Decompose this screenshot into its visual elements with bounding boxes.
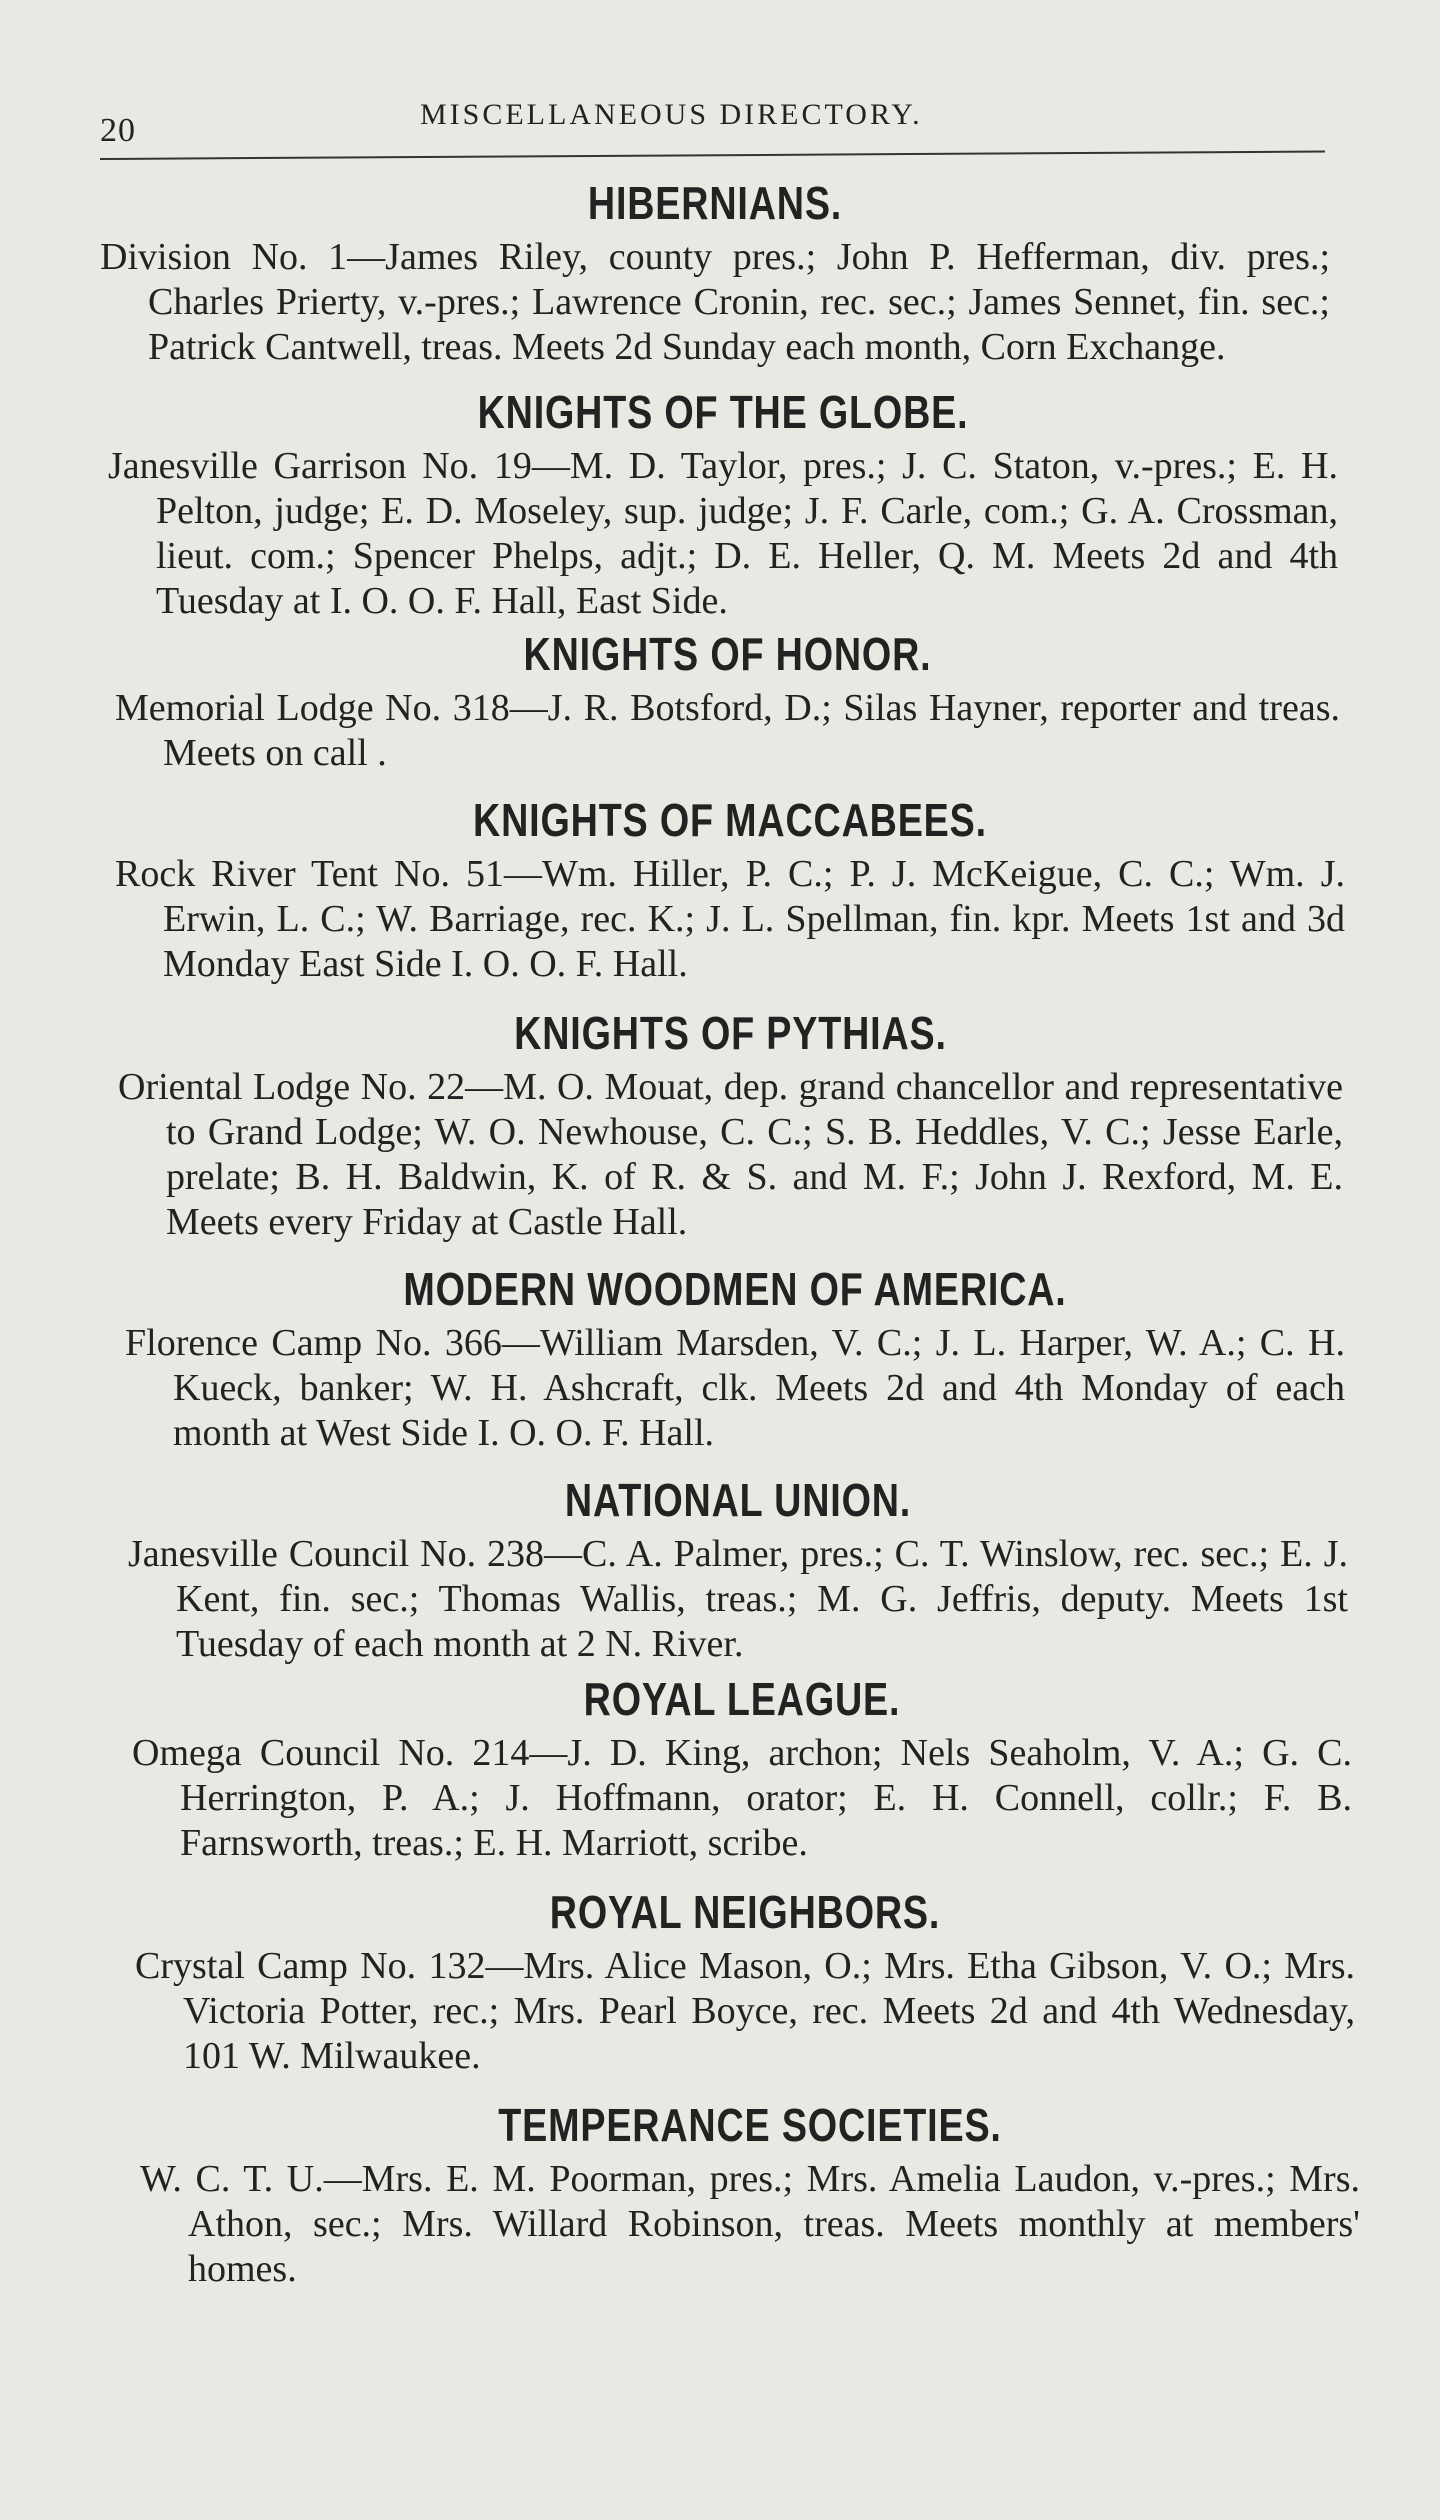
section-temperance-societies [140, 2097, 1360, 2292]
section-heading: TEMPERANCE SOCIETIES. [498, 2099, 1002, 2151]
directory-content [0, 175, 1440, 2292]
section-royal-neighbors [135, 1884, 1355, 2079]
section-knights-of-honor [115, 626, 1340, 776]
section-knights-of-the-globe [108, 384, 1338, 624]
section-knights-of-pythias [118, 1005, 1343, 1245]
section-entry: Janesville Council No. 238—C. A. Palmer, pres.; C. T. Winslow, rec. sec.; E. J. Kent, fin. sec.; Thomas Wallis, treas.; M. G. Jeffris, deputy. Meets 1st Tuesday of each month at 2 N. River. [128, 1533, 1348, 1665]
section-entry: Division No. 1—James Riley, county pres.; John P. Hefferman, div. pres.; Charles Prierty, v.-pres.; Lawrence Cronin, rec. sec.; James Sennet, fin. sec.; Patrick Cantwell, treas. Meets 2d Sunday each month, Corn Exchange. [100, 236, 1330, 368]
section-national-union [128, 1472, 1348, 1667]
section-heading: KNIGHTS OF PYTHIAS. [514, 1007, 947, 1059]
section-entry: Florence Camp No. 366—William Marsden, V. C.; J. L. Harper, W. A.; C. H. Kueck, banker; W. H. Ashcraft, clk. Meets 2d and 4th Monday of each month at West Side I. O. O. F. Hall. [125, 1322, 1345, 1454]
section-heading: ROYAL NEIGHBORS. [549, 1886, 941, 1938]
section-entry: Omega Council No. 214—J. D. King, archon; Nels Seaholm, V. A.; G. C. Herrington, P. A.; J. Hoffmann, orator; E. H. Connell, collr.; F. B. Farnsworth, treas.; E. H. Marriott, scribe. [132, 1732, 1352, 1864]
section-modern-woodmen [125, 1261, 1345, 1456]
running-title: MISCELLANEOUS DIRECTORY. [420, 98, 923, 131]
section-heading: NATIONAL UNION. [564, 1474, 912, 1526]
section-entry: Rock River Tent No. 51—Wm. Hiller, P. C.; P. J. McKeigue, C. C.; Wm. J. Erwin, L. C.; W. Barriage, rec. K.; J. L. Spellman, fin. kpr. Meets 1st and 3d Monday East Side I. O. O. F. Hall. [115, 853, 1345, 985]
page-header [100, 92, 1325, 152]
section-heading: KNIGHTS OF THE GLOBE. [477, 386, 969, 438]
section-knights-of-maccabees [115, 792, 1345, 987]
section-entry: Oriental Lodge No. 22—M. O. Mouat, dep. grand chancellor and representative to Grand Lodge; W. O. Newhouse, C. C.; S. B. Heddles, V. C.; Jesse Earle, prelate; B. H. Baldwin, K. of R. & S. and M. F.; John J. Rexford, M. E. Meets every Friday at Castle Hall. [118, 1066, 1343, 1243]
section-entry: Janesville Garrison No. 19—M. D. Taylor, pres.; J. C. Staton, v.-pres.; E. H. Pelton, judge; E. D. Moseley, sup. judge; J. F. Carle, com.; G. A. Crossman, lieut. com.; Spencer Phelps, adjt.; D. E. Heller, Q. M. Meets 2d and 4th Tuesday at I. O. O. F. Hall, East Side. [108, 445, 1338, 622]
section-royal-league [132, 1671, 1352, 1866]
section-heading: ROYAL LEAGUE. [583, 1673, 901, 1725]
section-heading: HIBERNIANS. [587, 177, 843, 229]
section-entry: Memorial Lodge No. 318—J. R. Botsford, D.; Silas Hayner, reporter and treas. Meets on call . [115, 687, 1340, 774]
section-heading: KNIGHTS OF HONOR. [523, 628, 932, 680]
section-hibernians [100, 175, 1330, 370]
section-heading: KNIGHTS OF MACCABEES. [473, 794, 987, 846]
section-heading: MODERN WOODMEN OF AMERICA. [403, 1263, 1067, 1315]
section-entry: W. C. T. U.—Mrs. E. M. Poorman, pres.; Mrs. Amelia Laudon, v.-pres.; Mrs. Athon, sec.; Mrs. Willard Robinson, treas. Meets monthly at members' homes. [140, 2158, 1360, 2290]
page-number: 20 [100, 112, 136, 149]
section-entry: Crystal Camp No. 132—Mrs. Alice Mason, O.; Mrs. Etha Gibson, V. O.; Mrs. Victoria Potter, rec.; Mrs. Pearl Boyce, rec. Meets 2d and 4th Wednesday, 101 W. Milwaukee. [135, 1945, 1355, 2077]
